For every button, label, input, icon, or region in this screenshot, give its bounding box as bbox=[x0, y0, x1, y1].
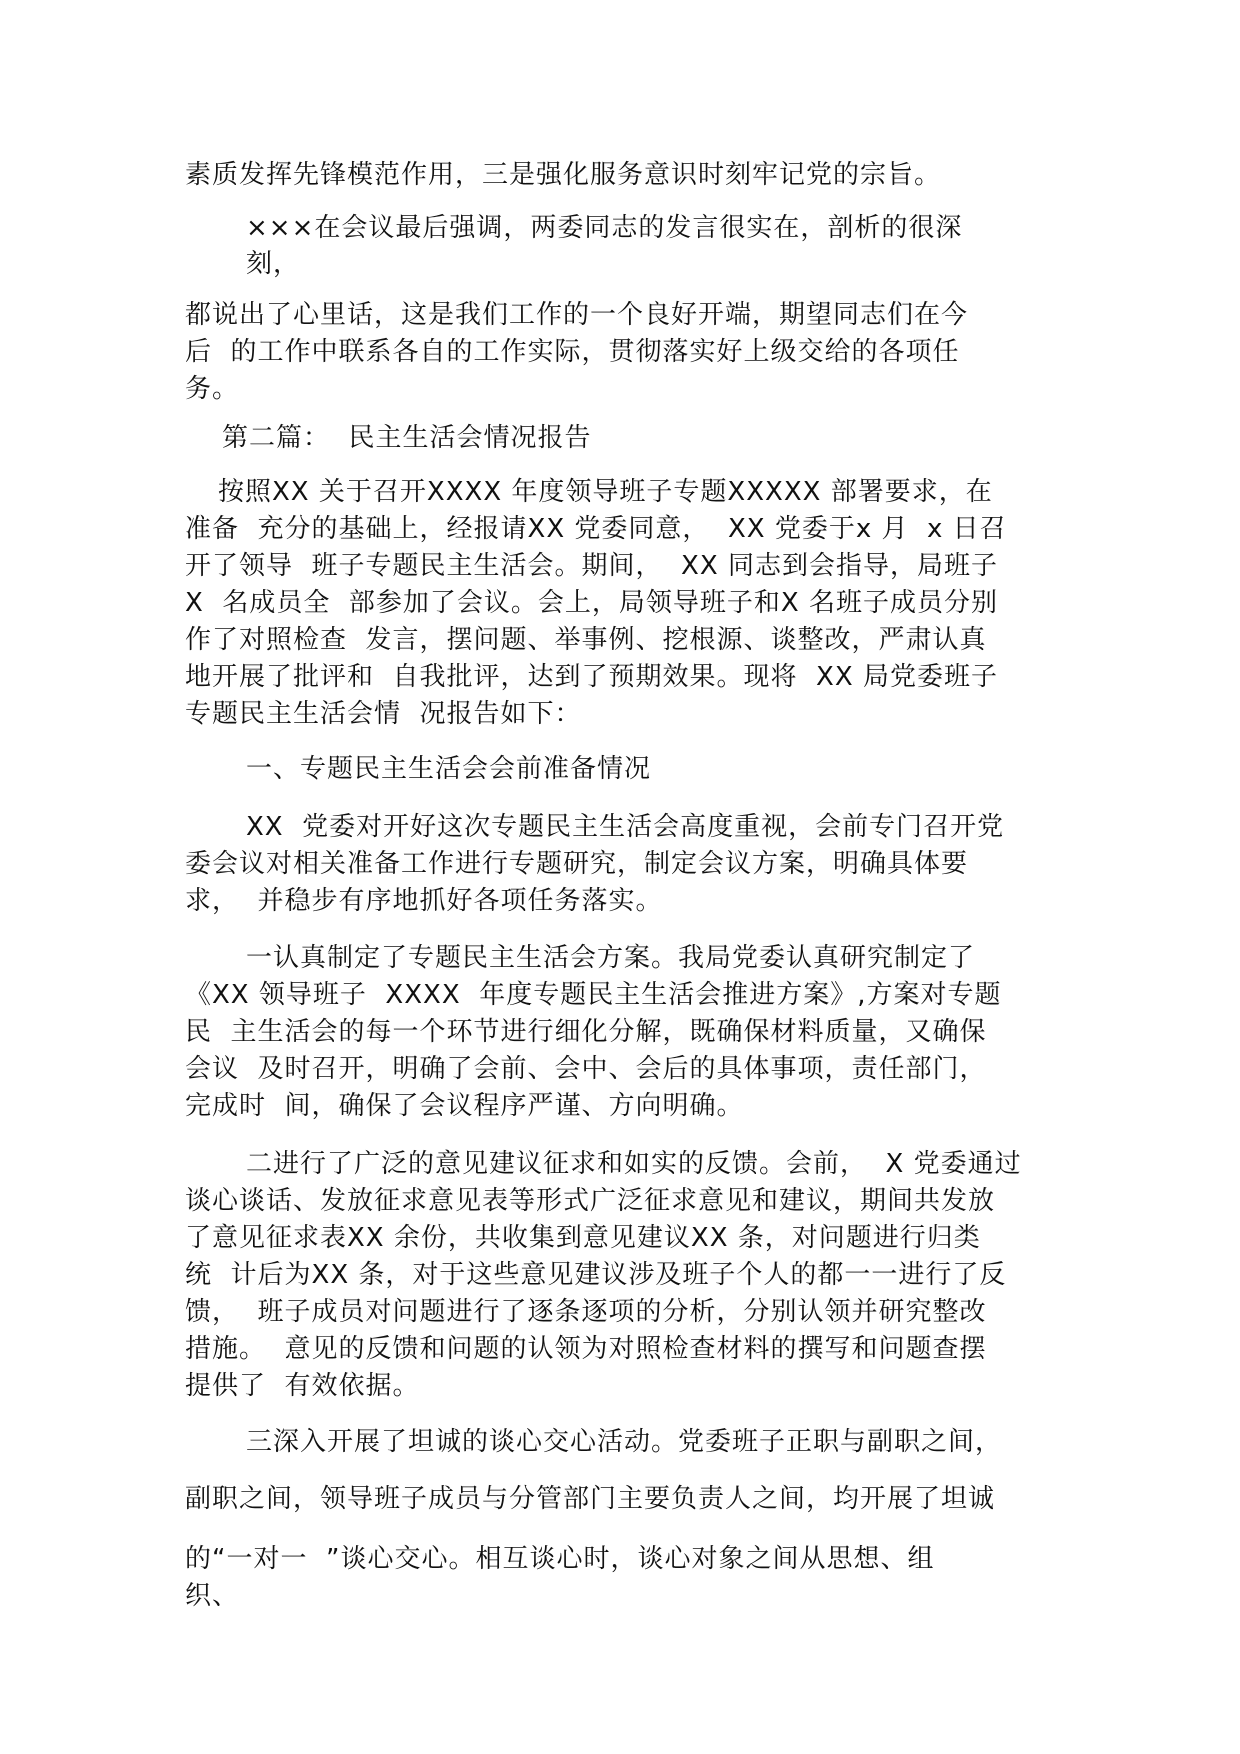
section-heading: 第二篇： 民主生活会情况报告 bbox=[222, 423, 592, 453]
text-line: 求， 并稳步有序地抓好各项任务落实。 bbox=[185, 886, 663, 916]
text-line: 准备 充分的基础上，经报请XX 党委同意， XX 党委于x 月 x 日召 bbox=[185, 514, 1007, 544]
text-line: 《XX 领导班子 XXXX 年度专题民主生活会推进方案》,方案对专题 bbox=[185, 980, 1002, 1010]
text-line: 地开展了批评和 自我批评，达到了预期效果。现将 XX 局党委班子 bbox=[185, 662, 998, 692]
text-line: X 名成员全 部参加了会议。会上，局领导班子和X 名班子成员分别 bbox=[185, 588, 998, 618]
text-line: 的“一对一 ”谈心交心。相互谈心时，谈心对象之间从思想、组 bbox=[185, 1544, 935, 1574]
text-line: 开了领导 班子专题民主生活会。期间， XX 同志到会指导，局班子 bbox=[185, 551, 998, 581]
text-line: 委会议对相关准备工作进行专题研究，制定会议方案，明确具体要 bbox=[185, 849, 969, 879]
text-line: 措施。 意见的反馈和问题的认领为对照检查材料的撰写和问题查摆 bbox=[185, 1334, 987, 1364]
text-line: 一认真制定了专题民主生活会方案。我局党委认真研究制定了 bbox=[246, 943, 976, 973]
text-line: 都说出了心里话，这是我们工作的一个良好开端，期望同志们在今 bbox=[185, 300, 969, 330]
text-line: 三深入开展了坦诚的谈心交心活动。党委班子正职与副职之间， bbox=[246, 1427, 1003, 1457]
text-line: XX 党委对开好这次专题民主生活会高度重视，会前专门召开党 bbox=[246, 812, 1005, 842]
text-line: 民 主生活会的每一个环节进行细化分解，既确保材料质量，又确保 bbox=[185, 1017, 987, 1047]
text-line: 织、 bbox=[185, 1581, 240, 1611]
text-line: 会议 及时召开，明确了会前、会中、会后的具体事项，责任部门， bbox=[185, 1054, 987, 1084]
text-line: 馈， 班子成员对问题进行了逐条逐项的分析，分别认领并研究整改 bbox=[185, 1297, 987, 1327]
text-line: 完成时 间，确保了会议程序严谨、方向明确。 bbox=[185, 1091, 744, 1121]
text-line: 副职之间，领导班子成员与分管部门主要负责人之间，均开展了坦诚 bbox=[185, 1484, 996, 1514]
text-line: 按照XX 关于召开XXXX 年度领导班子专题XXXXX 部署要求，在 bbox=[218, 477, 993, 507]
text-line: 谈心谈话、发放征求意见表等形式广泛征求意见和建议，期间共发放 bbox=[185, 1186, 996, 1216]
text-line: 专题民主生活会情 况报告如下： bbox=[185, 699, 582, 729]
section-heading: 一、专题民主生活会会前准备情况 bbox=[246, 754, 652, 784]
text-line: 刻， bbox=[246, 249, 301, 279]
text-line: 后 的工作中联系各自的工作实际，贯彻落实好上级交给的各项任 bbox=[185, 337, 960, 367]
text-line: 统 计后为XX 条，对于这些意见建议涉及班子个人的都一一进行了反 bbox=[185, 1260, 1007, 1290]
text-line: 务。 bbox=[185, 374, 240, 404]
text-line: ×××在会议最后强调，两委同志的发言很实在，剖析的很深 bbox=[246, 213, 963, 243]
text-line: 提供了 有效依据。 bbox=[185, 1371, 420, 1401]
text-line: 作了对照检查 发言，摆问题、举事例、挖根源、谈整改，严肃认真 bbox=[185, 625, 987, 655]
text-line: 了意见征求表XX 余份，共收集到意见建议XX 条，对问题进行归类 bbox=[185, 1223, 981, 1253]
text-line: 二进行了广泛的意见建议征求和如实的反馈。会前， X 党委通过 bbox=[246, 1149, 1022, 1179]
text-line: 素质发挥先锋模范作用，三是强化服务意识时刻牢记党的宗旨。 bbox=[185, 160, 942, 190]
